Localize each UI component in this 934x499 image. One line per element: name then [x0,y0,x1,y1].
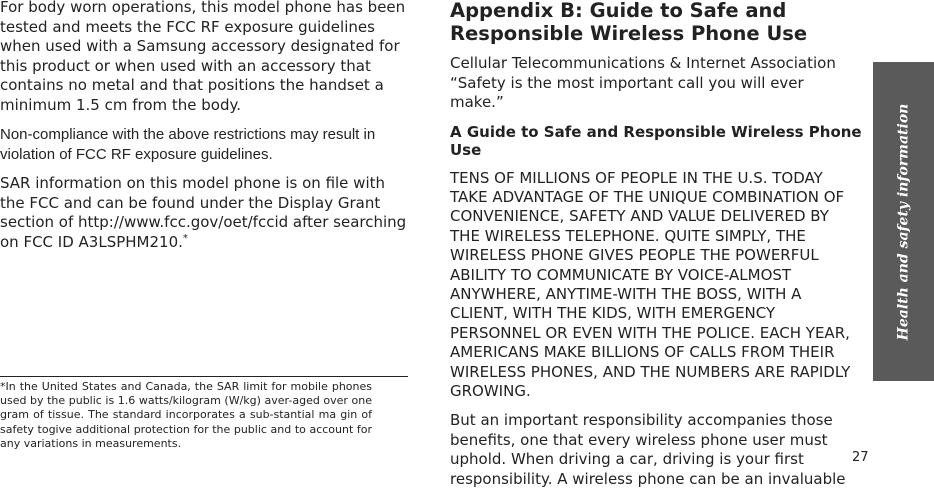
sar-footnote: *In the United States and Canada, the SAR limit for mobile phones used by the public is 1.6 watts/kilogram (W/kg) aver-aged over one gram of tissue. The standard incorporates a sub-stantial ma gin of safety togive additional protection for the public and to account for any variations in measurements. [0,380,372,450]
appendix-title: Appendix B: Guide to Safe and Responsible Wireless Phone Use [450,0,808,45]
side-tab-label: Health and safety information [895,103,912,340]
responsibility-paragraph: But an important responsibility accompanies those benefits, one that every wireless phone user must uphold. When driving a car, driving is your first responsibility. A wireless phone can be an invaluable [450,411,846,488]
caps-paragraph: TENS OF MILLIONS OF PEOPLE IN THE U.S. TODAY TAKE ADVANTAGE OF THE UNIQUE COMBINATION OF CONVENIENCE, SAFETY AND VALUE DELIVERED BY THE WIRELESS TELEPHONE. QUITE SIMPLY, THE WIRELESS PHONE GIVES PEOPLE THE POWERFUL ABILITY TO COMMUNICATE BY VOICE-ALMOST ANYWHERE, ANYTIME-WITH THE BOSS, WITH A CLIENT, WITH THE KIDS, WITH EMERGENCY PERSONNEL OR EVEN WITH THE POLICE. EACH YEAR, AMERICANS MAKE BILLIONS OF CALLS FROM THEIR WIRELESS PHONES, AND THE NUMBERS ARE RAPIDLY GROWING. [450,168,851,400]
left-column [0,0,408,262]
sar-info-text: SAR information on this model phone is on file with the FCC and can be found under the Display Grant section of http://www.fcc.gov/oet/fccid after searching on FCC ID A3LSPHM210. [0,174,407,251]
ctia-intro: Cellular Telecommunications & Internet Association “Safety is the most important call you will ever make.” [450,54,836,111]
guide-subheading: A Guide to Safe and Responsible Wireless Phone Use [450,122,862,159]
sar-info-paragraph [0,174,408,252]
page-number: 27 [852,450,869,465]
footnote-divider [0,376,408,377]
section-side-tab [873,62,934,381]
footnote-marker: * [182,232,188,244]
right-column [450,0,862,499]
body-worn-paragraph: For body worn operations, this model phone has been tested and meets the FCC RF exposure guidelines when used with a Samsung accessory designated for this product or when used with an accessory that contains no metal and that positions the handset a minimum 1.5 cm from the body. [0,0,406,114]
non-compliance-paragraph: Non-compliance with the above restrictions may result in violation of FCC RF exposure guidelines. [0,126,376,163]
